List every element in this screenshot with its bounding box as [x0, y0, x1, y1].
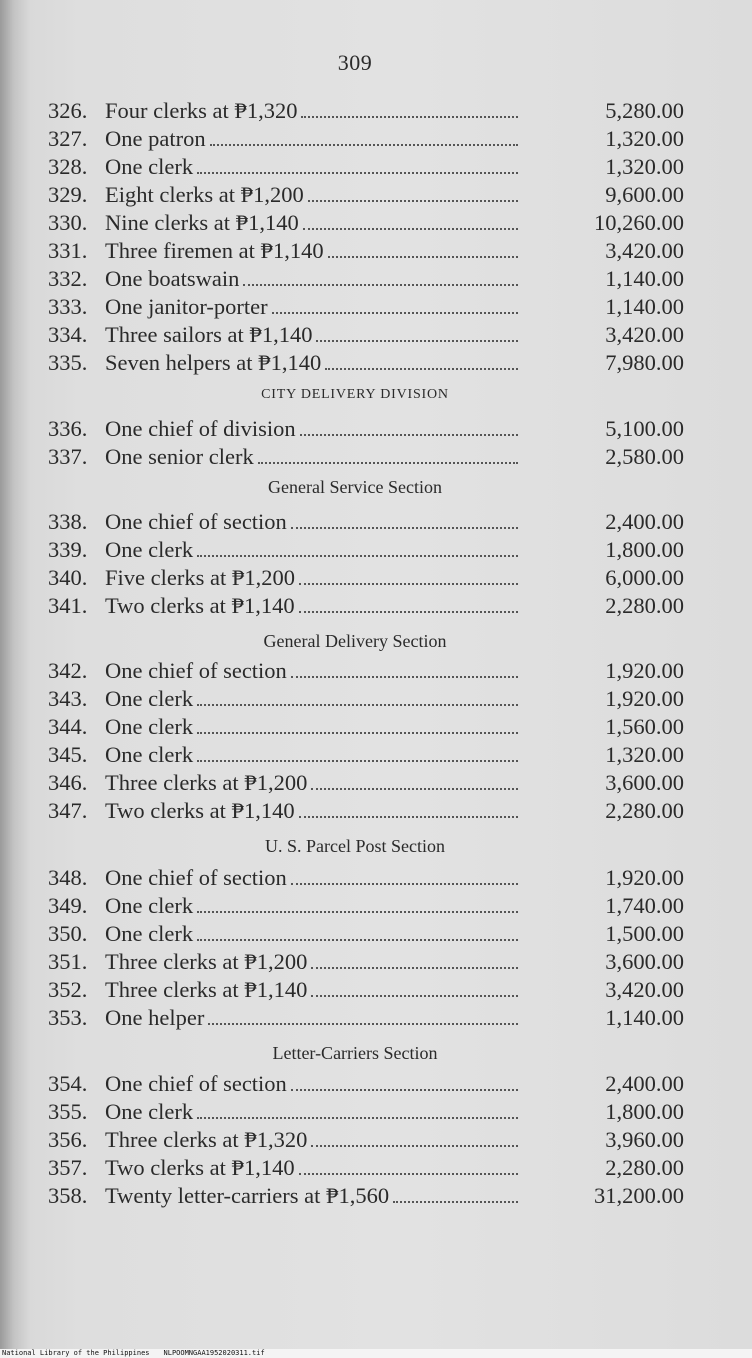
item-number: 356.: [48, 1127, 88, 1152]
item-description: One boatswain: [105, 266, 240, 291]
item-description: Nine clerks at ₱1,140: [105, 210, 299, 235]
line-item: [48, 1070, 684, 1098]
line-item: [48, 125, 684, 153]
item-number: 349.: [48, 893, 88, 918]
section-heading-general-delivery: General Delivery Section: [263, 631, 447, 651]
line-item: [48, 685, 684, 713]
line-item: [48, 293, 684, 321]
item-description: One senior clerk: [105, 444, 254, 469]
item-amount: 1,800.00: [605, 537, 684, 562]
item-amount: 1,320.00: [605, 154, 684, 179]
line-item: [48, 1182, 684, 1210]
item-amount: 1,920.00: [605, 658, 684, 683]
dot-leader: [291, 883, 518, 885]
item-number: 329.: [48, 182, 88, 207]
line-item: [48, 713, 684, 741]
item-amount: 1,320.00: [605, 742, 684, 767]
line-item: [48, 592, 684, 620]
item-description: Five clerks at ₱1,200: [105, 565, 295, 590]
dot-leader: [291, 1089, 518, 1091]
item-description: One chief of section: [105, 658, 287, 683]
item-description: Three clerks at ₱1,200: [105, 770, 308, 795]
item-description: One chief of section: [105, 509, 287, 534]
item-number: 330.: [48, 210, 88, 235]
dot-leader: [325, 368, 518, 370]
item-amount: 1,920.00: [605, 865, 684, 890]
item-amount: 10,260.00: [594, 210, 684, 235]
dot-leader: [258, 462, 518, 464]
dot-leader: [299, 1173, 518, 1175]
item-number: 354.: [48, 1071, 88, 1096]
line-item: [48, 1154, 684, 1182]
item-description: One patron: [105, 126, 206, 151]
dot-leader: [300, 434, 518, 436]
item-number: 344.: [48, 714, 88, 739]
dot-leader: [316, 340, 518, 342]
line-item: [48, 741, 684, 769]
item-amount: 2,280.00: [605, 798, 684, 823]
dot-leader: [291, 527, 518, 529]
item-amount: 1,800.00: [605, 1099, 684, 1124]
scan-footer: [0, 1349, 752, 1358]
line-item: [48, 443, 684, 471]
dot-leader: [328, 256, 518, 258]
item-description: Eight clerks at ₱1,200: [105, 182, 304, 207]
line-item: [48, 415, 684, 443]
item-amount: 1,740.00: [605, 893, 684, 918]
item-description: One clerk: [105, 714, 194, 739]
item-amount: 3,600.00: [605, 770, 684, 795]
dot-leader: [208, 1023, 518, 1025]
dot-leader: [299, 583, 518, 585]
item-amount: 7,980.00: [605, 350, 684, 375]
line-item: [48, 657, 684, 685]
item-description: One chief of section: [105, 865, 287, 890]
item-amount: 2,580.00: [605, 444, 684, 469]
item-amount: 3,420.00: [605, 977, 684, 1002]
item-number: 342.: [48, 658, 88, 683]
item-number: 331.: [48, 238, 88, 263]
item-description: Three firemen at ₱1,140: [105, 238, 324, 263]
dot-leader: [210, 144, 518, 146]
item-description: Three clerks at ₱1,140: [105, 977, 308, 1002]
line-item: [48, 564, 684, 592]
item-amount: 2,400.00: [605, 509, 684, 534]
item-amount: 2,400.00: [605, 1071, 684, 1096]
item-amount: 6,000.00: [605, 565, 684, 590]
line-item: [48, 321, 684, 349]
item-amount: 1,500.00: [605, 921, 684, 946]
line-item: [48, 237, 684, 265]
line-item: [48, 797, 684, 825]
line-item: [48, 153, 684, 181]
item-description: Four clerks at ₱1,320: [105, 98, 298, 123]
dot-leader: [299, 816, 518, 818]
item-amount: 1,140.00: [605, 266, 684, 291]
line-item: [48, 948, 684, 976]
item-description: Two clerks at ₱1,140: [105, 593, 295, 618]
item-number: 335.: [48, 350, 88, 375]
item-number: 334.: [48, 322, 88, 347]
item-number: 339.: [48, 537, 88, 562]
item-amount: 5,100.00: [605, 416, 684, 441]
dot-leader: [311, 1145, 518, 1147]
item-amount: 3,960.00: [605, 1127, 684, 1152]
item-description: One chief of section: [105, 1071, 287, 1096]
dot-leader: [197, 555, 518, 557]
item-description: One clerk: [105, 742, 194, 767]
line-item: [48, 349, 684, 377]
dot-leader: [311, 967, 518, 969]
item-amount: 1,140.00: [605, 1005, 684, 1030]
item-number: 357.: [48, 1155, 88, 1180]
item-number: 343.: [48, 686, 88, 711]
item-number: 346.: [48, 770, 88, 795]
line-item: [48, 97, 684, 125]
item-amount: 2,280.00: [605, 593, 684, 618]
line-item: [48, 769, 684, 797]
line-item: [48, 864, 684, 892]
item-description: One clerk: [105, 154, 194, 179]
item-number: 355.: [48, 1099, 88, 1124]
dot-leader: [197, 760, 518, 762]
item-number: 350.: [48, 921, 88, 946]
item-number: 326.: [48, 98, 88, 123]
item-number: 358.: [48, 1183, 88, 1208]
item-description: One janitor-porter: [105, 294, 268, 319]
item-description: Seven helpers at ₱1,140: [105, 350, 322, 375]
line-item: [48, 181, 684, 209]
item-description: Two clerks at ₱1,140: [105, 798, 295, 823]
item-description: Twenty letter-carriers at ₱1,560: [105, 1183, 390, 1208]
line-item: [48, 892, 684, 920]
item-number: 340.: [48, 565, 88, 590]
item-description: Three clerks at ₱1,200: [105, 949, 308, 974]
item-number: 352.: [48, 977, 88, 1002]
item-number: 351.: [48, 949, 88, 974]
dot-leader: [303, 228, 518, 230]
dot-leader: [197, 939, 518, 941]
item-amount: 1,140.00: [605, 294, 684, 319]
line-item: [48, 1004, 684, 1032]
dot-leader: [197, 172, 518, 174]
page-number: 309: [337, 50, 373, 75]
item-description: One clerk: [105, 686, 194, 711]
dot-leader: [308, 200, 518, 202]
item-number: 353.: [48, 1005, 88, 1030]
line-item: [48, 508, 684, 536]
item-description: One clerk: [105, 1099, 194, 1124]
section-heading-letter-carriers: Letter-Carriers Section: [272, 1043, 438, 1063]
line-item: [48, 536, 684, 564]
item-amount: 1,560.00: [605, 714, 684, 739]
dot-leader: [243, 284, 518, 286]
section-heading-general-service: General Service Section: [268, 477, 442, 497]
item-description: Three clerks at ₱1,320: [105, 1127, 308, 1152]
dot-leader: [197, 911, 518, 913]
line-item: [48, 976, 684, 1004]
item-description: One clerk: [105, 537, 194, 562]
dot-leader: [299, 611, 518, 613]
item-description: Two clerks at ₱1,140: [105, 1155, 295, 1180]
item-amount: 31,200.00: [594, 1183, 684, 1208]
item-description: One clerk: [105, 921, 194, 946]
section-heading-city-delivery: CITY DELIVERY DIVISION: [261, 387, 449, 402]
line-item: [48, 920, 684, 948]
item-amount: 3,600.00: [605, 949, 684, 974]
dot-leader: [393, 1201, 518, 1203]
line-item: [48, 1098, 684, 1126]
item-amount: 9,600.00: [605, 182, 684, 207]
dot-leader: [311, 788, 518, 790]
item-number: 333.: [48, 294, 88, 319]
item-number: 332.: [48, 266, 88, 291]
dot-leader: [291, 676, 518, 678]
dot-leader: [197, 704, 518, 706]
item-amount: 1,320.00: [605, 126, 684, 151]
item-number: 337.: [48, 444, 88, 469]
dot-leader: [311, 995, 518, 997]
item-amount: 2,280.00: [605, 1155, 684, 1180]
item-description: One helper: [105, 1005, 205, 1030]
section-heading-parcel-post: U. S. Parcel Post Section: [265, 836, 445, 856]
line-item: [48, 265, 684, 293]
item-amount: 3,420.00: [605, 238, 684, 263]
item-amount: 3,420.00: [605, 322, 684, 347]
footer-library: National Library of the Philippines: [2, 1349, 150, 1357]
dot-leader: [301, 116, 518, 118]
footer-filename: NLPOOMNGAA1952020311.tif: [163, 1349, 265, 1357]
item-amount: 1,920.00: [605, 686, 684, 711]
item-number: 341.: [48, 593, 88, 618]
item-description: Three sailors at ₱1,140: [105, 322, 313, 347]
item-description: One clerk: [105, 893, 194, 918]
item-number: 338.: [48, 509, 88, 534]
dot-leader: [197, 1117, 518, 1119]
item-number: 348.: [48, 865, 88, 890]
item-number: 345.: [48, 742, 88, 767]
dot-leader: [272, 312, 518, 314]
item-number: 336.: [48, 416, 88, 441]
item-number: 328.: [48, 154, 88, 179]
item-number: 347.: [48, 798, 88, 823]
line-item: [48, 1126, 684, 1154]
item-amount: 5,280.00: [605, 98, 684, 123]
item-description: One chief of division: [105, 416, 296, 441]
item-number: 327.: [48, 126, 88, 151]
line-item: [48, 209, 684, 237]
dot-leader: [197, 732, 518, 734]
